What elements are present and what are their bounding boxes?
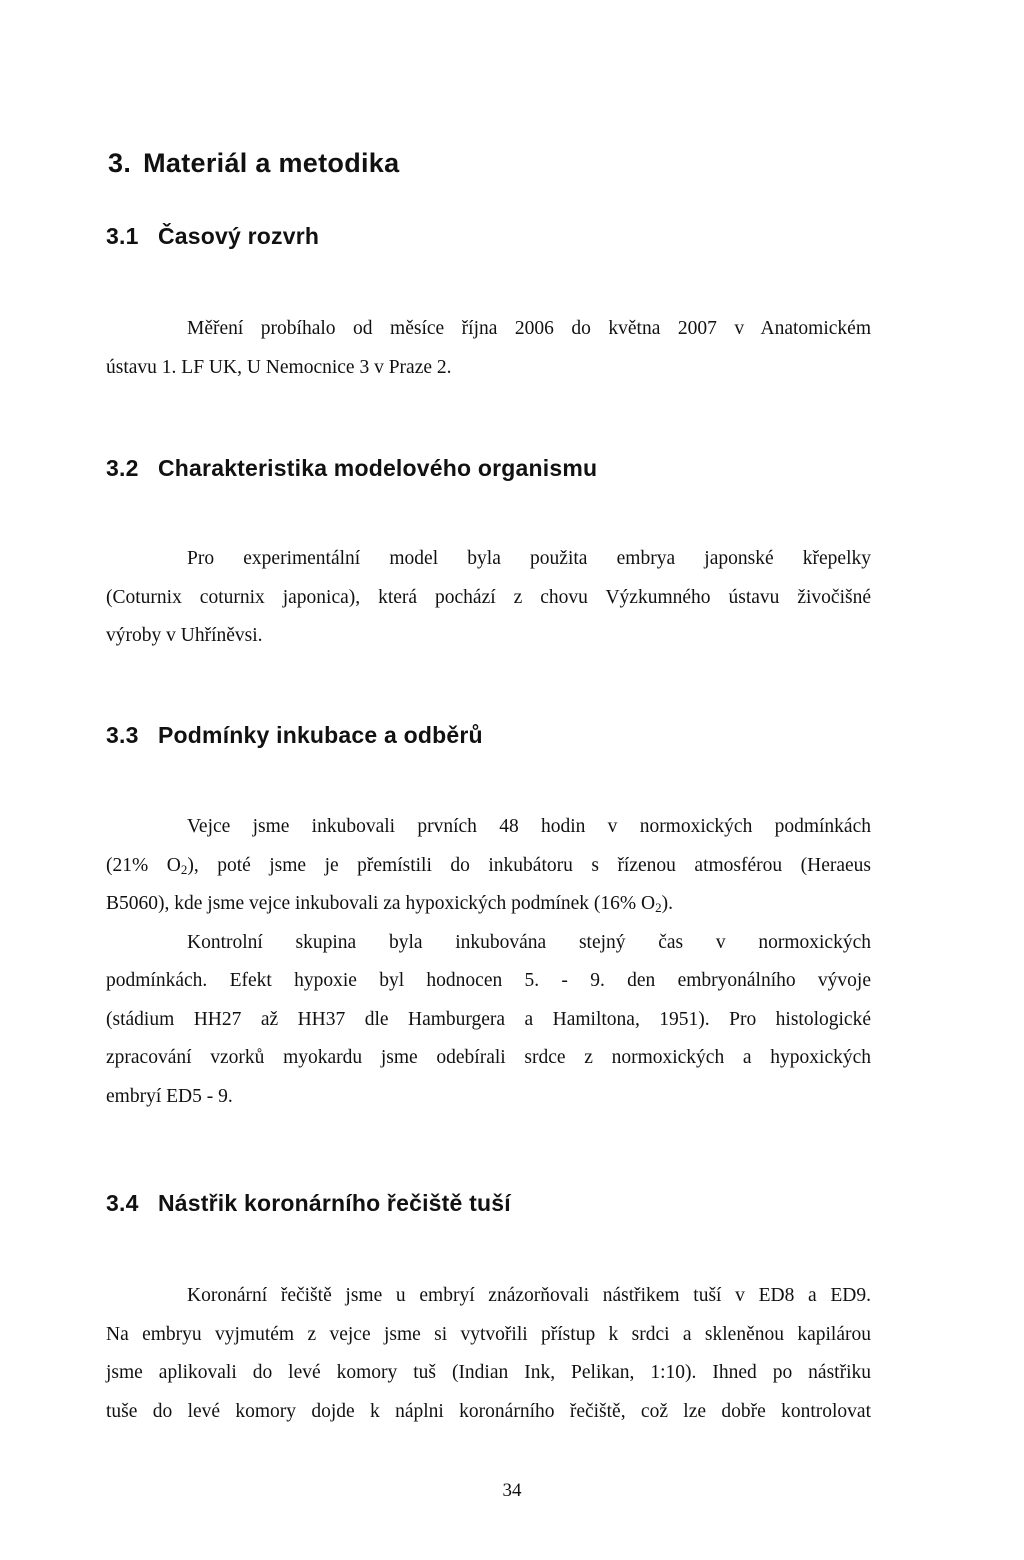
paragraph-line: embryí ED5 - 9.	[106, 1085, 233, 1107]
paragraph-line: zpracování vzorků myokardu jsme odebírali srdce z normoxických a hypoxických	[106, 1047, 871, 1068]
section-number: 3.2	[106, 455, 139, 481]
section-paragraph-3-3	[106, 808, 871, 1116]
paragraph-line: Vejce jsme inkubovali prvních 48 hodin v normoxických podmínkách	[187, 816, 871, 837]
paragraph-line: jsme aplikovali do levé komory tuš (Indian Ink, Pelikan, 1:10). Ihned po nástřiku	[106, 1362, 871, 1383]
line-part: B5060), kde jsme vejce inkubovali za hypoxických podmínek (16% O	[106, 893, 656, 914]
paragraph-line	[106, 885, 871, 924]
paragraph-line: Na embryu vyjmutém z vejce jsme si vytvořili přístup k srdci a skleněnou kapilárou	[106, 1323, 871, 1345]
paragraph-line: tuše do levé komory dojde k náplni koronárního řečiště, což lze dobře kontrolovat	[106, 1400, 871, 1422]
paragraph-line: Pro experimentální model byla použita embrya japonské křepelky	[187, 548, 871, 569]
paragraph-line: podmínkách. Efekt hypoxie byl hodnocen 5. - 9. den embryonálního vývoje	[106, 970, 871, 991]
section-paragraph-3-2	[106, 540, 871, 656]
subscript: 2	[655, 900, 662, 915]
section-title: Charakteristika modelového organismu	[158, 455, 598, 481]
section-title: Nástřik koronárního řečiště tuší	[158, 1190, 511, 1216]
subscript: 2	[180, 861, 188, 877]
paragraph-line: Koronární řečiště jsme u embryí znázorňovali nástřikem tuší v ED8 a ED9.	[187, 1285, 871, 1306]
section-heading-3-2	[106, 455, 597, 482]
section-number: 3.4	[106, 1190, 139, 1216]
chapter-title: Materiál a metodika	[143, 148, 400, 178]
section-paragraph-3-4	[106, 1277, 871, 1431]
page-number: 34	[502, 1480, 522, 1501]
chapter-number: 3.	[108, 148, 132, 178]
section-heading-3-3	[106, 722, 483, 749]
section-title: Podmínky inkubace a odběrů	[158, 722, 483, 748]
line-part: ), poté jsme je přemístili do inkubátoru s řízenou atmosférou (Heraeus	[187, 854, 871, 876]
section-title: Časový rozvrh	[158, 223, 320, 249]
section-heading-3-4	[106, 1190, 511, 1217]
line-part: ).	[661, 893, 673, 914]
chapter-heading	[108, 148, 399, 179]
paragraph-line	[106, 847, 871, 886]
section-paragraph-3-1	[106, 310, 871, 387]
paragraph-line: Kontrolní skupina byla inkubována stejný čas v normoxických	[187, 931, 871, 953]
section-heading-3-1	[106, 223, 319, 250]
section-number: 3.1	[106, 223, 139, 249]
paragraph-line: Měření probíhalo od měsíce října 2006 do května 2007 v Anatomickém	[187, 318, 871, 339]
paragraph-line: ústavu 1. LF UK, U Nemocnice 3 v Praze 2.	[106, 356, 452, 378]
paragraph-line: (Coturnix coturnix japonica), která pochází z chovu Výzkumného ústavu živočišné	[106, 586, 871, 608]
line-part: (21% O	[106, 854, 181, 876]
paragraph-line: (stádium HH27 až HH37 dle Hamburgera a Hamiltona, 1951). Pro histologické	[106, 1008, 871, 1030]
paragraph-line: výroby v Uhříněvsi.	[106, 625, 263, 646]
section-number: 3.3	[106, 722, 139, 748]
